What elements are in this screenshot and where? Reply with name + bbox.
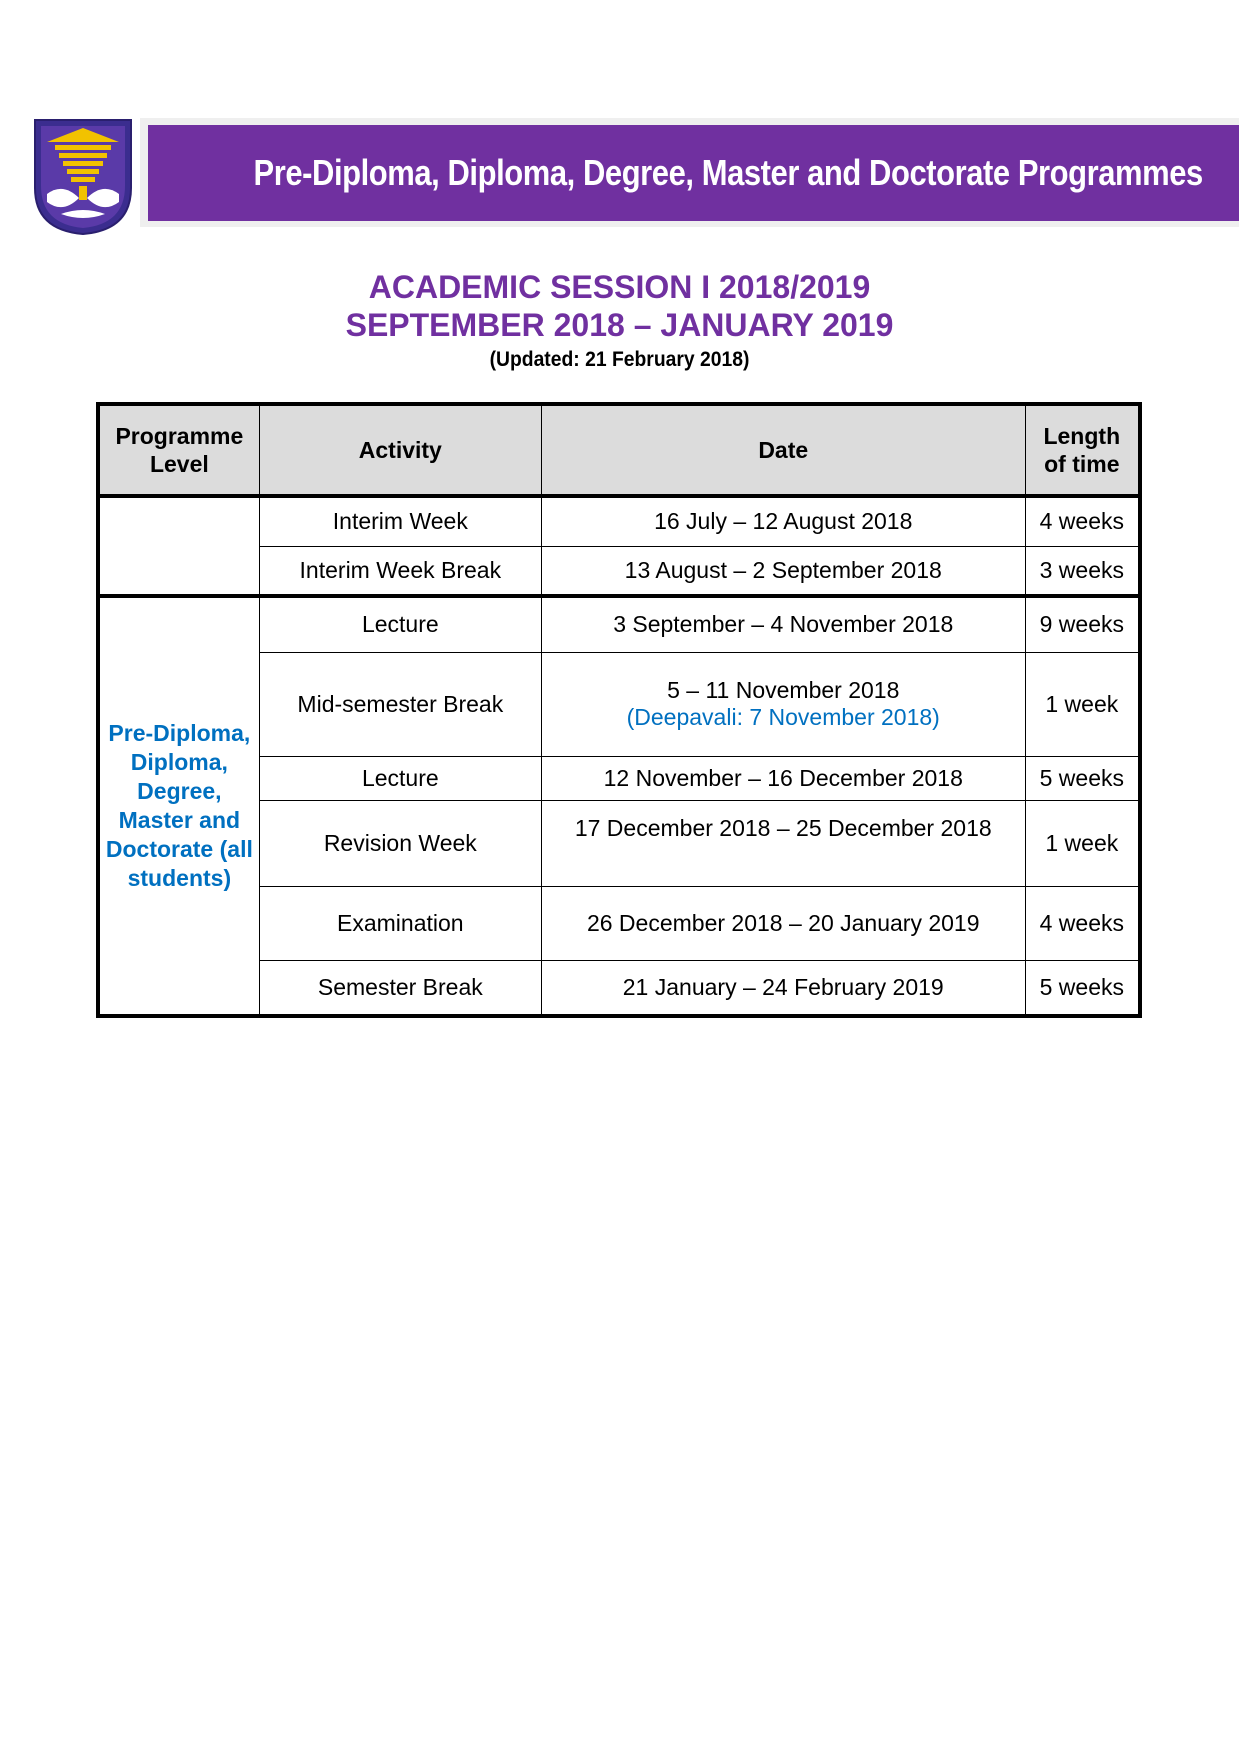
table-row <box>98 596 1140 652</box>
activity-cell: Semester Break <box>259 960 541 1016</box>
activity-cell: Examination <box>259 886 541 960</box>
date-cell: 17 December 2018 – 25 December 2018 <box>541 800 1025 886</box>
table-header-row <box>98 404 1140 496</box>
header-date: Date <box>541 404 1025 496</box>
header-activity: Activity <box>259 404 541 496</box>
session-title: ACADEMIC SESSION I 2018/2019 <box>368 269 871 305</box>
table-row <box>98 496 1140 546</box>
date-text: 5 – 11 November 2018 <box>667 677 900 703</box>
activity-cell: Interim Week <box>259 496 541 546</box>
length-cell: 4 weeks <box>1025 886 1140 960</box>
header-programme-level: Programme Level <box>98 404 259 496</box>
date-cell: 3 September – 4 November 2018 <box>541 596 1025 652</box>
document-title-block <box>0 268 1239 374</box>
activity-cell: Lecture <box>259 596 541 652</box>
activity-cell: Revision Week <box>259 800 541 886</box>
holiday-note: (Deepavali: 7 November 2018) <box>626 704 940 730</box>
header-length: Length of time <box>1025 404 1140 496</box>
length-cell: 4 weeks <box>1025 496 1140 546</box>
date-cell: 12 November – 16 December 2018 <box>541 756 1025 800</box>
date-cell <box>541 652 1025 756</box>
academic-calendar-table <box>96 402 1142 1018</box>
length-cell: 9 weeks <box>1025 596 1140 652</box>
date-cell: 21 January – 24 February 2019 <box>541 960 1025 1016</box>
programme-level-label: Pre-Diploma, Diploma, Degree, Master and Doctorate (all students) <box>98 596 259 1016</box>
header-banner <box>148 125 1239 221</box>
activity-cell: Mid-semester Break <box>259 652 541 756</box>
university-crest-logo <box>33 118 133 236</box>
activity-cell: Lecture <box>259 756 541 800</box>
session-period: SEPTEMBER 2018 – JANUARY 2019 <box>345 307 894 343</box>
length-cell: 1 week <box>1025 652 1140 756</box>
length-cell: 3 weeks <box>1025 546 1140 596</box>
length-cell: 1 week <box>1025 800 1140 886</box>
length-cell: 5 weeks <box>1025 960 1140 1016</box>
banner-title: Pre-Diploma, Diploma, Degree, Master and Doctorate Programmes <box>253 152 1203 193</box>
date-cell: 16 July – 12 August 2018 <box>541 496 1025 546</box>
date-cell: 13 August – 2 September 2018 <box>541 546 1025 596</box>
updated-date: (Updated: 21 February 2018) <box>489 348 750 371</box>
programme-level-empty <box>98 496 259 596</box>
activity-cell: Interim Week Break <box>259 546 541 596</box>
date-cell: 26 December 2018 – 20 January 2019 <box>541 886 1025 960</box>
length-cell: 5 weeks <box>1025 756 1140 800</box>
